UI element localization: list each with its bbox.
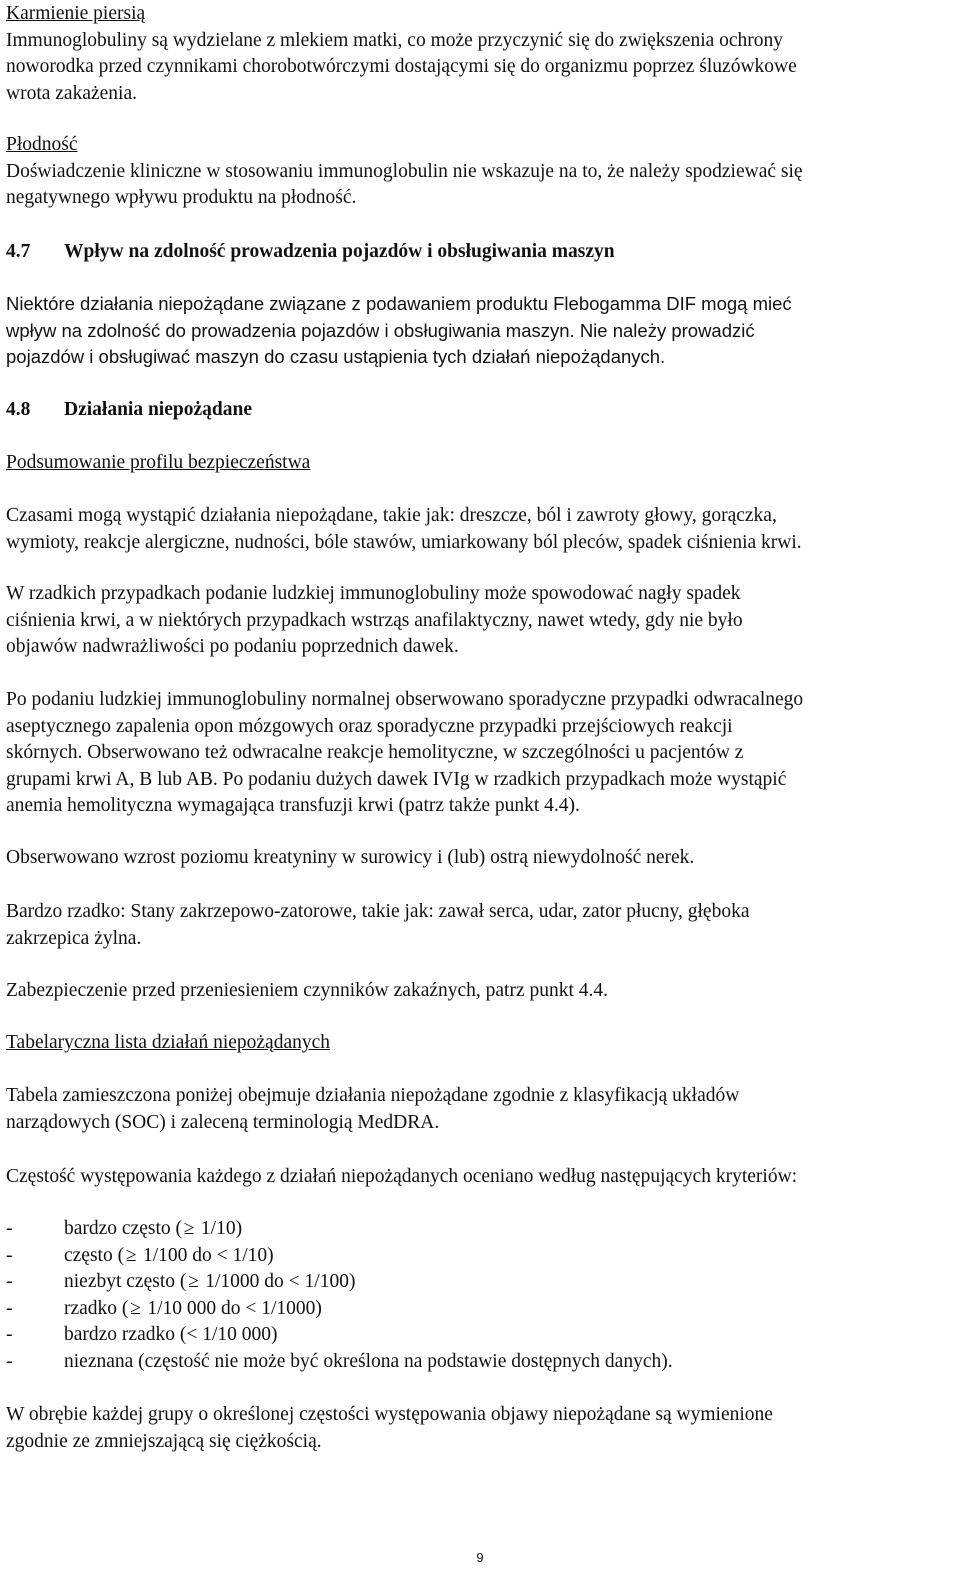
body-line: zakrzepica żylna.	[6, 927, 142, 949]
page-number: 9	[476, 1550, 484, 1565]
section-number: 4.7	[6, 241, 31, 262]
body-line: aseptycznego zapalenia opon mózgowych oraz sporadyczne przypadki przejściowych reakcji	[6, 715, 733, 737]
body-line: skórnych. Obserwowano też odwracalne reakcje hemolityczne, w szczególności u pacjentów z	[6, 742, 744, 763]
paragraph	[6, 687, 803, 820]
section-title: Wpływ na zdolność prowadzenia pojazdów i obsługiwania maszyn	[64, 241, 615, 262]
list-dash: -	[6, 1244, 13, 1266]
body-line: grupami krwi A, B lub AB. Po podaniu dużych dawek IVIg w rzadkich przypadkach może wystąpić	[6, 768, 787, 790]
body-line: W rzadkich przypadkach podanie ludzkiej immunoglobuliny może spowodować nagły spadek	[6, 583, 741, 604]
list-item	[6, 1269, 954, 1296]
body-line: Bardzo rzadko: Stany zakrzepowo-zatorowe, takie jak: zawał serca, udar, zator płucny, głęboka	[6, 901, 750, 922]
list-item-text	[64, 1296, 322, 1323]
section-number: 4.8	[6, 399, 31, 420]
list-item-text: bardzo rzadko (< 1/10 000)	[64, 1324, 278, 1345]
body-line: Czasami mogą wystąpić działania niepożądane, takie jak: dreszcze, ból i zawroty głowy, gorączka,	[6, 505, 777, 526]
list-dash: -	[6, 1297, 13, 1319]
table-list-subtitle: Tabelaryczna lista działań niepożądanych	[6, 1032, 331, 1053]
body-line: Zabezpieczenie przed przeniesieniem czynników zakaźnych, patrz punkt 4.4.	[6, 980, 609, 1001]
list-item	[6, 1322, 954, 1349]
paragraph	[6, 899, 750, 952]
list-item-suffix: 1/10 000 do < 1/1000)	[142, 1297, 322, 1319]
paragraph	[6, 1083, 739, 1136]
list-item	[6, 1243, 954, 1270]
body-line: wymioty, reakcje alergiczne, nudności, bóle stawów, umiarkowany ból pleców, spadek ciśnienia krwi.	[6, 531, 802, 553]
section-4-8-heading	[6, 397, 954, 424]
section-4-7-body	[6, 291, 792, 371]
paragraph	[6, 1164, 797, 1191]
fertility-title: Płodność	[6, 134, 78, 155]
body-line: ciśnienia krwi, a w niektórych przypadkach wstrząs anafilaktyczny, nawet wtedy, gdy nie było	[6, 609, 743, 631]
paragraph	[6, 503, 802, 556]
body-line: pojazdów i obsługiwać maszyn do czasu ustąpienia tych działań niepożądanych.	[6, 346, 666, 367]
body-line: wpływ na zdolność do prowadzenia pojazdów i obsługiwania maszyn. Nie należy prowadzić	[6, 319, 755, 341]
body-line: narządowych (SOC) i zaleceną terminologią MedDRA.	[6, 1111, 440, 1133]
list-dash: -	[6, 1271, 13, 1292]
body-line: Częstość występowania każdego z działań niepożądanych oceniano według następujących kryteriów:	[6, 1166, 798, 1187]
body-line: zgodnie ze zmniejszającą się ciężkością.	[6, 1430, 322, 1452]
body-line: objawów nadwrażliwości po podaniu poprzednich dawek.	[6, 636, 459, 657]
breastfeeding-section	[6, 1, 797, 107]
list-item-text: nieznana (częstość nie może być określona na podstawie dostępnych danych).	[64, 1350, 673, 1372]
geq-symbol: ≥	[188, 1271, 199, 1292]
body-line: Obserwowano wzrost poziomu kreatyniny w surowicy i (lub) ostrą niewydolność nerek.	[6, 847, 695, 868]
list-dash: -	[6, 1350, 13, 1372]
breastfeeding-title: Karmienie piersią	[6, 3, 146, 24]
fertility-section	[6, 132, 803, 212]
geq-symbol: ≥	[130, 1297, 141, 1319]
paragraph	[6, 581, 743, 661]
list-item	[6, 1216, 954, 1243]
list-item-text	[64, 1243, 274, 1270]
section-4-7-heading	[6, 239, 954, 266]
body-line: Niektóre działania niepożądane związane z podawaniem produktu Flebogamma DIF mogą mieć	[6, 293, 792, 314]
body-line: Tabela zamieszczona poniżej obejmuje działania niepożądane zgodnie z klasyfikacją układów	[6, 1085, 740, 1106]
list-item-prefix: bardzo często (	[64, 1218, 183, 1239]
breastfeeding-line: Immunoglobuliny są wydzielane z mlekiem matki, co może przyczynić się do zwiększenia ochrony	[6, 29, 784, 51]
list-item-suffix: 1/1000 do < 1/100)	[200, 1271, 356, 1292]
list-item-prefix: niezbyt często (	[64, 1271, 187, 1292]
fertility-line: Doświadczenie kliniczne w stosowaniu immunoglobulin nie wskazuje na to, że należy spodziewać się	[6, 160, 803, 182]
list-item	[6, 1349, 954, 1376]
geq-symbol: ≥	[183, 1218, 195, 1239]
safety-profile-subtitle: Podsumowanie profilu bezpieczeństwa	[6, 452, 311, 473]
list-item-text	[64, 1216, 242, 1243]
paragraph	[6, 845, 694, 872]
body-line: anemia hemolityczna wymagająca transfuzji krwi (patrz także punkt 4.4).	[6, 795, 580, 816]
list-item	[6, 1296, 954, 1323]
list-item-suffix: 1/10)	[196, 1218, 243, 1239]
list-item-suffix: 1/100 do < 1/10)	[138, 1244, 274, 1266]
geq-symbol: ≥	[125, 1244, 137, 1266]
list-dash: -	[6, 1324, 13, 1345]
list-dash: -	[6, 1218, 13, 1239]
paragraph	[6, 1402, 773, 1455]
frequency-list	[6, 1216, 954, 1375]
list-item-prefix: często (	[64, 1244, 125, 1266]
section-title: Działania niepożądane	[64, 399, 252, 420]
list-item-text	[64, 1269, 355, 1296]
body-line: W obrębie każdej grupy o określonej częstości występowania objawy niepożądane są wymienione	[6, 1404, 773, 1425]
fertility-line: negatywnego wpływu produktu na płodność.	[6, 187, 357, 208]
paragraph	[6, 978, 608, 1005]
list-item-prefix: rzadko (	[64, 1297, 129, 1319]
body-line: Po podaniu ludzkiej immunoglobuliny normalnej obserwowano sporadyczne przypadki odwracalnego	[6, 689, 804, 710]
breastfeeding-line: wrota zakażenia.	[6, 82, 137, 104]
breastfeeding-line: noworodka przed czynnikami chorobotwórczymi dostającymi się do organizmu poprzez śluzówkowe	[6, 56, 797, 77]
